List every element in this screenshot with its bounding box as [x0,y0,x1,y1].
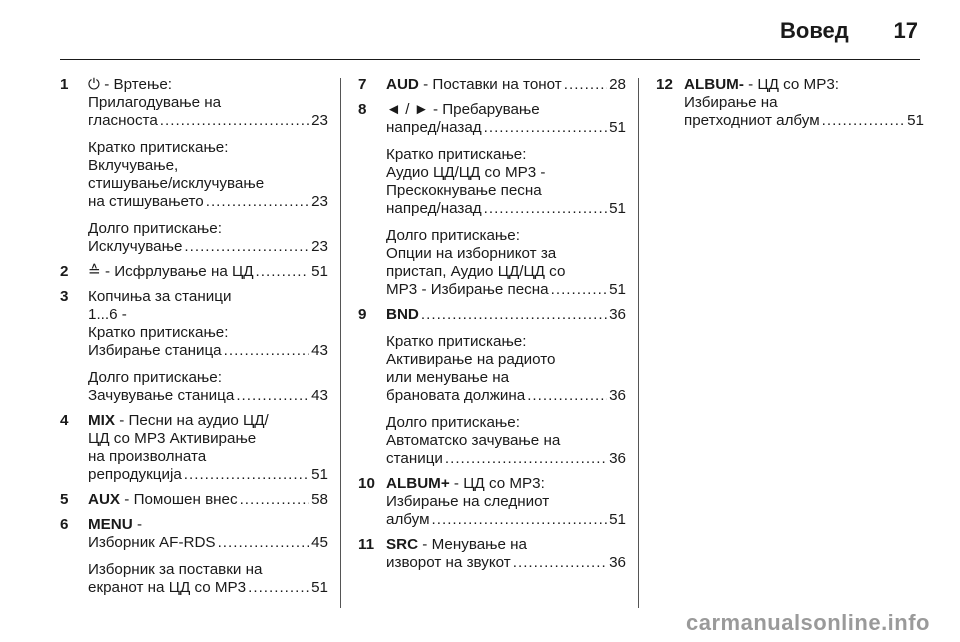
entry-6 [60,516,328,597]
column-divider-2 [638,78,639,608]
entry-text: - Поставки на тонот [418,76,562,93]
leader-dots [256,263,310,281]
page-ref[interactable]: 28 [609,76,626,93]
page-ref[interactable]: 36 [609,554,626,571]
entry-text: Копчиња за станици [88,288,232,305]
entry-text: изворот на звукот [386,554,511,571]
page-ref[interactable]: 51 [609,511,626,528]
leader-dots [224,342,309,360]
entry-text: - Исфрлување на ЦД [100,263,254,280]
leader-dots [236,387,309,405]
leader-dots [527,387,607,405]
page-ref[interactable]: 43 [311,342,328,359]
entry-text: Прескокнување песна [386,182,542,199]
leader-dots [240,491,310,509]
entry-7 [358,76,626,94]
entry-text: Кратко притискање: [88,324,229,341]
button-label: MENU [88,516,133,533]
entry-3 [60,288,328,405]
right-arrow-icon: ► [413,101,429,118]
entry-text: Прилагодување на [88,94,222,111]
leader-dots [822,112,905,130]
page-ref[interactable]: 36 [609,306,626,323]
entry-number: 7 [358,76,367,93]
leader-dots [564,76,607,94]
page-ref[interactable]: 45 [311,534,328,551]
page-ref[interactable]: 23 [311,193,328,210]
entry-number: 11 [358,536,375,553]
page-number: 17 [893,18,918,43]
entry-number: 1 [60,76,69,93]
entry-text: напред/назад [386,119,482,136]
leader-dots [206,193,309,211]
entry-text: на стишувањето [88,193,204,210]
page-ref[interactable]: 51 [609,200,626,217]
button-label: ALBUM- [684,76,744,93]
entry-text: 1...6 - [88,306,127,323]
entry-text: Вклучување, [88,157,179,174]
column-1 [60,76,328,604]
entry-number: 4 [60,412,69,429]
entry-number: 3 [60,288,69,305]
page-ref[interactable]: 58 [311,491,328,508]
page-ref[interactable]: 51 [311,579,328,596]
leader-dots [218,534,310,552]
entry-text: Аудио ЦД/ЦД со MP3 - [386,164,546,181]
entry-text: - ЦД со MP3: [743,76,840,93]
entry-2 [60,263,328,281]
leader-dots [184,466,309,484]
header-rule [60,59,920,60]
entry-text: Активирање на радиото [386,351,556,368]
leader-dots [432,511,608,529]
entry-text: екранот на ЦД со MP3 [88,579,247,596]
entry-text: пристап, Аудио ЦД/ЦД со [386,263,566,280]
entry-text: ЦД со MP3 Активирање [88,430,257,447]
page-ref[interactable]: 36 [609,387,626,404]
entry-number: 12 [656,76,673,93]
entry-text: репродукција [88,466,182,483]
entry-text: или менување на [386,369,510,386]
leader-dots [484,200,607,218]
entry-text: Опции на изборникот за [386,245,557,262]
button-label: AUX [88,491,121,508]
section-title: Вовед [780,18,849,43]
column-2 [358,76,626,579]
entry-number: 10 [358,475,375,492]
left-arrow-icon: ◄ [386,101,402,118]
entry-text: Избирање на [684,94,778,111]
page-ref[interactable]: 51 [609,119,626,136]
entry-number: 8 [358,101,367,118]
leader-dots [551,281,607,299]
entry-text: - Менување на [418,536,528,553]
page-ref[interactable]: 23 [311,112,328,129]
entry-text: Исклучување [88,238,183,255]
entry-text: Долго притискање: [88,369,222,386]
entry-text: станици [386,450,443,467]
entry-text: - [132,516,142,533]
entry-text: Автоматско зачување на [386,432,561,449]
entry-4 [60,412,328,484]
page-ref[interactable]: 36 [609,450,626,467]
power-icon: ⏻ [88,76,101,93]
entry-number: 6 [60,516,69,533]
leader-dots [445,450,607,468]
entry-number: 2 [60,263,69,280]
button-label: BND [386,306,419,323]
entry-text: Избирање на следниот [386,493,550,510]
entry-text: претходниот албум [684,112,820,129]
button-label: AUD [386,76,419,93]
entry-text: - Вртење: [100,76,172,93]
entry-text: напред/назад [386,200,482,217]
entry-text: Долго притискање: [386,414,520,431]
entry-number: 9 [358,306,367,323]
leader-dots [184,238,309,256]
entry-text: - Помошен внес [120,491,238,508]
entry-text: Кратко притискање: [88,139,229,156]
separator: / [401,101,414,118]
entry-text: на произволната [88,448,207,465]
page-ref[interactable]: 51 [907,112,924,129]
page-ref[interactable]: 51 [311,263,328,280]
leader-dots [160,112,309,130]
page-ref[interactable]: 23 [311,238,328,255]
entry-9 [358,306,626,468]
watermark: carmanualsonline.info [686,610,930,635]
entry-text: албум [386,511,430,528]
entry-text: - ЦД со MP3: [449,475,545,492]
entry-5 [60,491,328,509]
entry-text: гласноста [88,112,158,129]
leader-dots [513,554,607,572]
eject-icon: ≙ [88,263,101,280]
column-3 [656,76,924,137]
button-label: SRC [386,536,419,553]
entry-text: Избирање станица [88,342,222,359]
page-ref[interactable]: 51 [311,466,328,483]
page-ref[interactable]: 43 [311,387,328,404]
entry-number: 5 [60,491,69,508]
entry-10 [358,475,626,529]
entry-text: Кратко притискање: [386,333,527,350]
entry-8 [358,101,626,299]
entry-11 [358,536,626,572]
entry-text: Долго притискање: [88,220,222,237]
button-label: ALBUM+ [386,475,450,492]
entry-12 [656,76,924,130]
column-divider-1 [340,78,341,608]
page-ref[interactable]: 51 [609,281,626,298]
entry-text: MP3 - Избирање песна [386,281,549,298]
entry-text: Зачувување станица [88,387,235,404]
leader-dots [484,119,607,137]
entry-text: Изборник AF-RDS [88,534,216,551]
entry-text: Кратко притискање: [386,146,527,163]
button-label: MIX [88,412,116,429]
leader-dots [421,306,607,324]
entry-text: - Песни на аудио ЦД/ [115,412,269,429]
entry-text: брановата должина [386,387,526,404]
entry-text: Долго притискање: [386,227,520,244]
entry-text: стишување/исклучување [88,175,265,192]
leader-dots [248,579,309,597]
entry-text: - Пребарување [428,101,540,118]
entry-1 [60,76,328,256]
entry-text: Изборник за поставки на [88,561,263,578]
